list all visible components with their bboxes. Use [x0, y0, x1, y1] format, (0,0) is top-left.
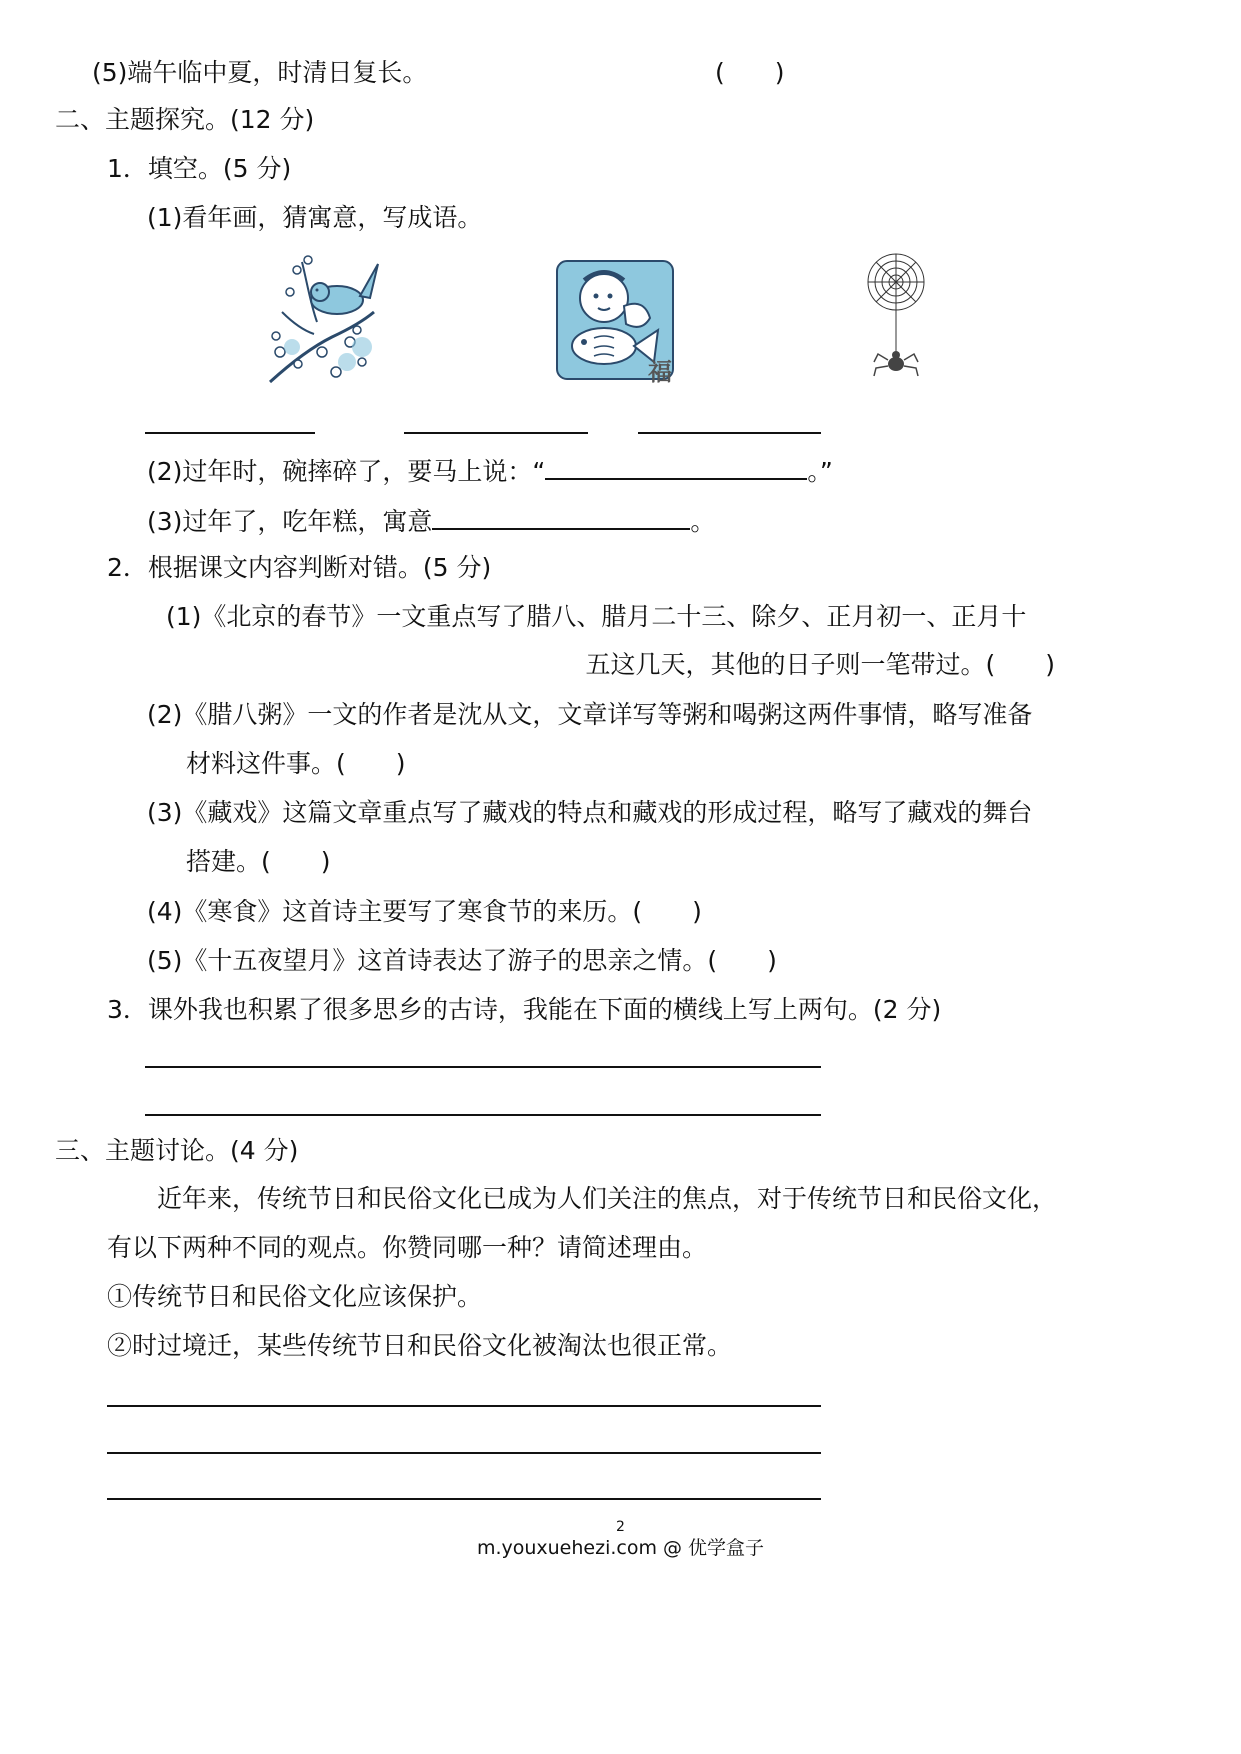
judge-item-5: (5)《十五夜望月》这首诗表达了游子的思亲之情。( ) [147, 946, 777, 975]
discussion-answer-line-1[interactable] [107, 1405, 821, 1407]
judge-item-4: (4)《寒食》这首诗主要写了寒食节的来历。( ) [147, 897, 702, 926]
spider-web-picture [862, 252, 930, 384]
idiom-blank-1[interactable] [145, 432, 315, 434]
question-3-title: 3．课外我也积累了很多思乡的古诗，我能在下面的横线上写上两句。(2 分) [107, 995, 942, 1024]
sub-3-suffix: 。 [690, 507, 716, 536]
judge-item-3-line-1: (3)《藏戏》这篇文章重点写了藏戏的特点和藏戏的形成过程，略写了藏戏的舞台 [147, 798, 1033, 827]
sub-3-blank[interactable] [432, 502, 690, 530]
section-3-title: 三、主题讨论。(4 分) [55, 1136, 299, 1165]
judge-item-2-line-2: 材料这件事。( ) [186, 749, 406, 778]
judge-item-2-line-1: (2)《腊八粥》一文的作者是沈从文，文章详写等粥和喝粥这两件事情，略写准备 [147, 700, 1033, 729]
discussion-answer-line-3[interactable] [107, 1498, 821, 1500]
sub-2-suffix: 。” [807, 457, 833, 486]
question-1-sub-3 [147, 502, 715, 539]
discussion-paragraph-line-2: 有以下两种不同的观点。你赞同哪一种？请简述理由。 [107, 1233, 708, 1262]
question-item-5: (5)端午临中夏，时清日复长。 [92, 58, 428, 87]
section-2-title: 二、主题探究。(12 分) [55, 105, 315, 134]
child-fish-fu-picture [554, 258, 676, 386]
judge-item-3-line-2: 搭建。( ) [186, 847, 331, 876]
question-1-title: 1．填空。(5 分) [107, 154, 292, 183]
question-1-sub-2 [147, 452, 833, 489]
idiom-blank-3[interactable] [638, 432, 821, 434]
discussion-answer-line-2[interactable] [107, 1452, 821, 1454]
fu-character: 福 [648, 358, 672, 386]
page-number: 2 [616, 1519, 625, 1535]
poem-answer-line-2[interactable] [145, 1114, 821, 1116]
question-2-title: 2．根据课文内容判断对错。(5 分) [107, 553, 492, 582]
sub-2-prefix: (2)过年时，碗摔碎了，要马上说：“ [147, 457, 546, 486]
idiom-blank-2[interactable] [404, 432, 588, 434]
opinion-1: ①传统节日和民俗文化应该保护。 [107, 1282, 483, 1311]
opinion-2: ②时过境迁，某些传统节日和民俗文化被淘汰也很正常。 [107, 1331, 733, 1360]
poem-answer-line-1[interactable] [145, 1066, 821, 1068]
sub-2-blank[interactable] [545, 452, 807, 480]
answer-parentheses[interactable]: ( ) [715, 58, 785, 87]
judge-item-1-line-2: 五这几天，其他的日子则一笔带过。( ) [585, 650, 1055, 679]
question-1-sub-1: (1)看年画，猜寓意，写成语。 [147, 203, 483, 232]
judge-item-1-line-1: (1)《北京的春节》一文重点写了腊八、腊月二十三、除夕、正月初一、正月十 [166, 602, 1027, 631]
footer-site: m.youxuehezi.com @ 优学盒子 [476, 1537, 765, 1559]
magpie-plum-blossom-picture [262, 252, 380, 388]
sub-3-prefix: (3)过年了，吃年糕，寓意 [147, 507, 433, 536]
discussion-paragraph-line-1: 近年来，传统节日和民俗文化已成为人们关注的焦点，对于传统节日和民俗文化， [157, 1184, 1058, 1213]
